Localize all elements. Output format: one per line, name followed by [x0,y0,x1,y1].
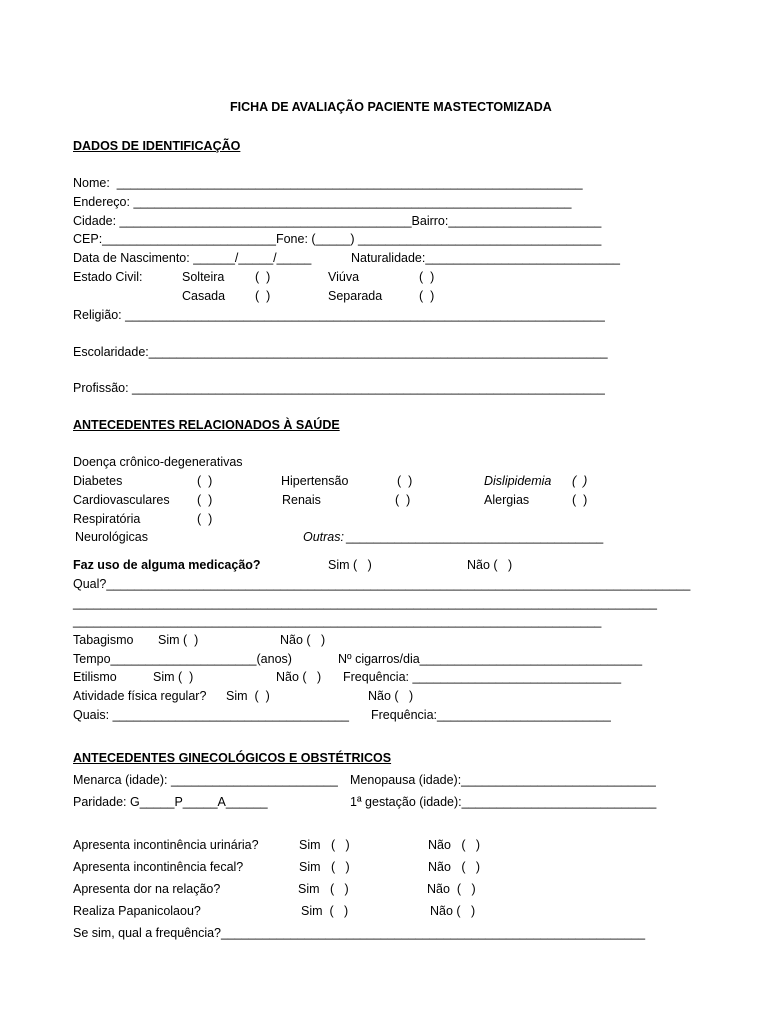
viuva-label: Viúva [328,270,360,284]
incontinencia-urinaria-nao-checkbox[interactable]: Não ( ) [428,838,481,852]
papanicolaou-question: Realiza Papanicolaou? [73,904,201,918]
section-heading-gineco: ANTECEDENTES GINECOLÓGICOS E OBSTÉTRICOS [73,751,392,765]
atividade-nao-checkbox[interactable]: Não ( ) [368,689,414,703]
doenca-label: Doença crônico-degenerativas [73,455,243,469]
naturalidade-field[interactable]: Naturalidade:____________________________ [351,251,621,265]
hipertensao-checkbox[interactable]: ( ) [397,474,413,488]
medicacao-nao-checkbox[interactable]: Não ( ) [467,558,513,572]
etilismo-nao-checkbox[interactable]: Não ( ) [276,670,322,684]
qual-field[interactable]: Qual?____________________________________________________________________________________ [73,577,691,591]
profissao-field[interactable]: Profissão: ____________________________________________________________________ [73,381,605,395]
atividade-sim-checkbox[interactable]: Sim ( ) [226,689,270,703]
cep-fone-field[interactable]: CEP:_________________________Fone: (_____) ___________________________________ [73,232,602,246]
menarca-field[interactable]: Menarca (idade): ________________________ [73,773,338,787]
endereco-field[interactable]: Endereço: _______________________________________________________________ [73,195,572,209]
outras-label: Outras: [303,530,344,544]
medicacao-sim-checkbox[interactable]: Sim ( ) [328,558,372,572]
paridade-field[interactable]: Paridade: G_____P_____A______ [73,795,268,809]
dor-relacao-nao-checkbox[interactable]: Não ( ) [427,882,476,896]
nome-field[interactable]: Nome: ___________________________________________________________________ [73,176,583,190]
renais-checkbox[interactable]: ( ) [395,493,411,507]
papanicolaou-nao-checkbox[interactable]: Não ( ) [430,904,476,918]
section-heading-saude: ANTECEDENTES RELACIONADOS À SAÚDE [73,418,340,432]
qual-field-line-2[interactable]: ____________________________________________________________________________________ [73,596,657,610]
dislipidemia-label: Dislipidemia [484,474,552,488]
incontinencia-fecal-question: Apresenta incontinência fecal? [73,860,244,874]
dislipidemia-checkbox[interactable]: ( ) [572,474,588,488]
cardiovasculares-checkbox[interactable]: ( ) [197,493,213,507]
tabagismo-label: Tabagismo [73,633,134,647]
incontinencia-urinaria-sim-checkbox[interactable]: Sim ( ) [299,838,350,852]
renais-label: Renais [282,493,321,507]
tempo-field[interactable]: Tempo_____________________(anos) [73,652,292,666]
separada-checkbox[interactable]: ( ) [419,289,435,303]
dor-relacao-sim-checkbox[interactable]: Sim ( ) [298,882,349,896]
cigarros-field[interactable]: Nº cigarros/dia________________________________ [338,652,643,666]
dor-relacao-question: Apresenta dor na relação? [73,882,221,896]
casada-label: Casada [182,289,226,303]
etilismo-label: Etilismo [73,670,117,684]
cidade-bairro-field[interactable]: Cidade: __________________________________________Bairro:______________________ [73,214,602,228]
hipertensao-label: Hipertensão [281,474,349,488]
diabetes-checkbox[interactable]: ( ) [197,474,213,488]
menopausa-field[interactable]: Menopausa (idade):____________________________ [350,773,656,787]
alergias-label: Alergias [484,493,530,507]
quais-field[interactable]: Quais: __________________________________ [73,708,349,722]
respiratoria-label: Respiratória [73,512,141,526]
form-title: FICHA DE AVALIAÇÃO PACIENTE MASTECTOMIZADA [230,100,552,114]
atividade-fisica-label: Atividade física regular? [73,689,207,703]
respiratoria-checkbox[interactable]: ( ) [197,512,213,526]
medicacao-question: Faz uso de alguma medicação? [73,558,261,572]
casada-checkbox[interactable]: ( ) [255,289,271,303]
gestacao-field[interactable]: 1ª gestação (idade):____________________________ [350,795,657,809]
papanicolaou-frequencia-field[interactable]: Se sim, qual a frequência?_____________________________________________________________ [73,926,646,940]
viuva-checkbox[interactable]: ( ) [419,270,435,284]
qual-field-line-3[interactable]: ____________________________________________________________________________ [73,614,602,628]
diabetes-label: Diabetes [73,474,123,488]
escolaridade-field[interactable]: Escolaridade:__________________________________________________________________ [73,345,608,359]
outras-field[interactable]: _____________________________________ [346,530,604,544]
incontinencia-fecal-sim-checkbox[interactable]: Sim ( ) [299,860,350,874]
cardiovasculares-label: Cardiovasculares [73,493,170,507]
separada-label: Separada [328,289,383,303]
etilismo-sim-checkbox[interactable]: Sim ( ) [153,670,194,684]
religiao-field[interactable]: Religião: _____________________________________________________________________ [73,308,605,322]
incontinencia-urinaria-question: Apresenta incontinência urinária? [73,838,259,852]
solteira-label: Solteira [182,270,225,284]
tabagismo-sim-checkbox[interactable]: Sim ( ) [158,633,199,647]
alergias-checkbox[interactable]: ( ) [572,493,588,507]
nascimento-field[interactable]: Data de Nascimento: ______/_____/_____ [73,251,312,265]
estado-civil-label: Estado Civil: [73,270,143,284]
neurologicas-label: Neurológicas [75,530,148,544]
atividade-frequencia-field[interactable]: Frequência:_________________________ [371,708,611,722]
solteira-checkbox[interactable]: ( ) [255,270,271,284]
tabagismo-nao-checkbox[interactable]: Não ( ) [280,633,326,647]
etilismo-frequencia-field[interactable]: Frequência: ______________________________ [343,670,622,684]
incontinencia-fecal-nao-checkbox[interactable]: Não ( ) [428,860,481,874]
papanicolaou-sim-checkbox[interactable]: Sim ( ) [301,904,349,918]
section-heading-identificacao: DADOS DE IDENTIFICAÇÃO [73,139,241,153]
